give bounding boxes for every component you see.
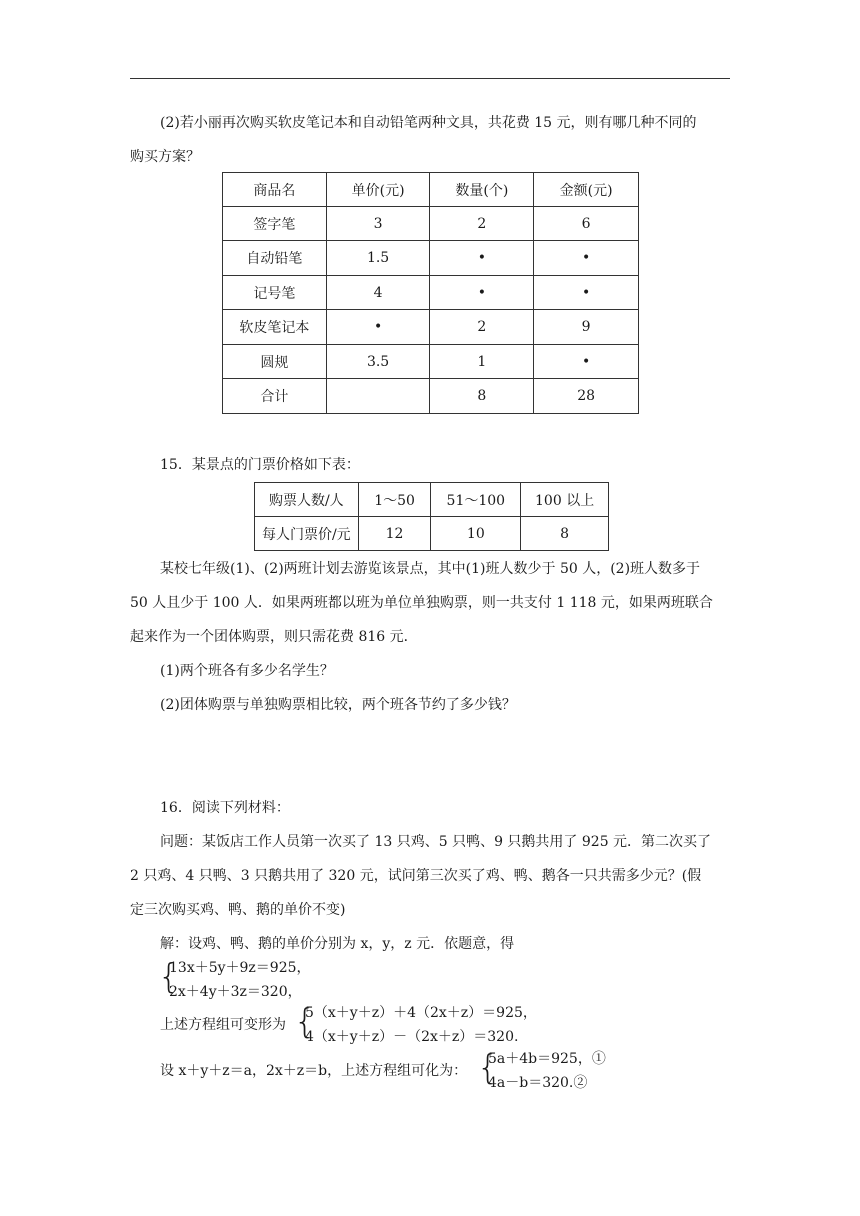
table-cell: 3 <box>326 207 430 241</box>
q16-problem-line2: 2 只鸡、4 只鸭、3 只鹅共用了 320 元，试问第三次买了鸡、鸭、鹅各一只共需多少元？(假 <box>130 868 702 884</box>
left-brace-icon: { <box>158 957 180 997</box>
q16-solution-line1: 解：设鸡、鸭、鹅的单价分别为 x，y，z 元．依题意，得 <box>160 936 515 952</box>
table-cell: 12 <box>358 517 431 551</box>
equation-line: 4（x＋y＋z）－（2x＋z）＝320. <box>305 1029 519 1045</box>
q16-problem-line1: 问题：某饭店工作人员第一次买了 13 只鸡、5 只鸭、9 只鹅共用了 925 元．第二次买了 <box>160 834 712 850</box>
substitution-label: 设 x＋y＋z＝a，2x＋z＝b，上述方程组可化为： <box>160 1063 468 1079</box>
q16-intro: 16．阅读下列材料： <box>160 800 290 816</box>
table-cell: • <box>326 310 430 345</box>
table-cell: 圆规 <box>223 345 327 379</box>
q15-subquestion-1: (1)两个班各有多少名学生？ <box>160 663 334 679</box>
table-header-cell: 单价(元) <box>326 173 430 207</box>
q15-subquestion-2: (2)团体购票与单独购票相比较，两个班各节约了多少钱？ <box>160 697 516 713</box>
q15-paragraph-line2: 50 人且少于 100 人．如果两班都以班为单位单独购票，则一共支付 1 118 元，如果两班联合 <box>130 595 713 611</box>
table-row <box>223 241 639 276</box>
table-cell: 9 <box>534 310 639 345</box>
table-cell: • <box>534 241 639 276</box>
q14-part2-line2: 购买方案？ <box>130 149 200 165</box>
equation-line: 5a＋4b＝925，① <box>488 1051 606 1067</box>
table-cell: 记号笔 <box>223 276 327 310</box>
q15-intro: 15．某景点的门票价格如下表： <box>160 457 360 473</box>
table-header-row <box>223 173 639 207</box>
table-cell: 购票人数/人 <box>255 483 359 517</box>
equation-line: 2x＋4y＋3z＝320， <box>169 984 302 1000</box>
table-row <box>223 379 639 414</box>
table-cell: 10 <box>431 517 521 551</box>
table-cell: 1～50 <box>358 483 431 517</box>
table-cell: 签字笔 <box>223 207 327 241</box>
table-cell: 1 <box>430 345 534 379</box>
table-row <box>223 310 639 345</box>
table-row <box>255 483 609 517</box>
table-cell: 6 <box>534 207 639 241</box>
table-cell: 3.5 <box>326 345 430 379</box>
table-cell: 2 <box>430 207 534 241</box>
table-cell: 8 <box>521 517 609 551</box>
table-cell: • <box>534 345 639 379</box>
table-cell: 4 <box>326 276 430 310</box>
equation-line: 5（x＋y＋z）＋4（2x＋z）＝925， <box>305 1005 537 1021</box>
q15-paragraph-line1: 某校七年级(1)、(2)两班计划去游览该景点，其中(1)班人数少于 50 人，(2)班人数多于 <box>160 561 701 577</box>
table-cell: 软皮笔记本 <box>223 310 327 345</box>
ticket-price-table <box>254 482 609 551</box>
q16-problem-line3: 定三次购买鸡、鸭、鹅的单价不变) <box>130 902 346 918</box>
q14-part2-line1: (2)若小丽再次购买软皮笔记本和自动铅笔两种文具，共花费 15 元，则有哪几种不同的 <box>160 115 697 131</box>
table-cell: 28 <box>534 379 639 414</box>
equation-line: 13x＋5y＋9z＝925， <box>169 960 311 976</box>
table-header-cell: 商品名 <box>223 173 327 207</box>
table-row <box>255 517 609 551</box>
equation-line: 4a－b＝320.② <box>488 1075 588 1091</box>
table-row <box>223 276 639 310</box>
left-brace-icon: { <box>294 1002 316 1042</box>
table-cell: 100 以上 <box>521 483 609 517</box>
table-cell: 8 <box>430 379 534 414</box>
left-brace-icon: { <box>477 1048 499 1088</box>
table-row <box>223 345 639 379</box>
table-header-cell: 数量(个) <box>430 173 534 207</box>
table-cell: • <box>534 276 639 310</box>
table-cell: 自动铅笔 <box>223 241 327 276</box>
table-cell: 合计 <box>223 379 327 414</box>
header-rule <box>130 78 730 79</box>
transform-label: 上述方程组可变形为 <box>160 1017 286 1033</box>
table-cell: 51～100 <box>431 483 521 517</box>
table-cell: • <box>430 241 534 276</box>
stationery-table <box>222 172 639 414</box>
table-cell: 2 <box>430 310 534 345</box>
table-cell <box>326 379 430 414</box>
table-cell: • <box>430 276 534 310</box>
table-header-cell: 金额(元) <box>534 173 639 207</box>
table-cell: 1.5 <box>326 241 430 276</box>
table-cell: 每人门票价/元 <box>255 517 359 551</box>
table-row <box>223 207 639 241</box>
q15-paragraph-line3: 起来作为一个团体购票，则只需花费 816 元． <box>130 629 418 645</box>
